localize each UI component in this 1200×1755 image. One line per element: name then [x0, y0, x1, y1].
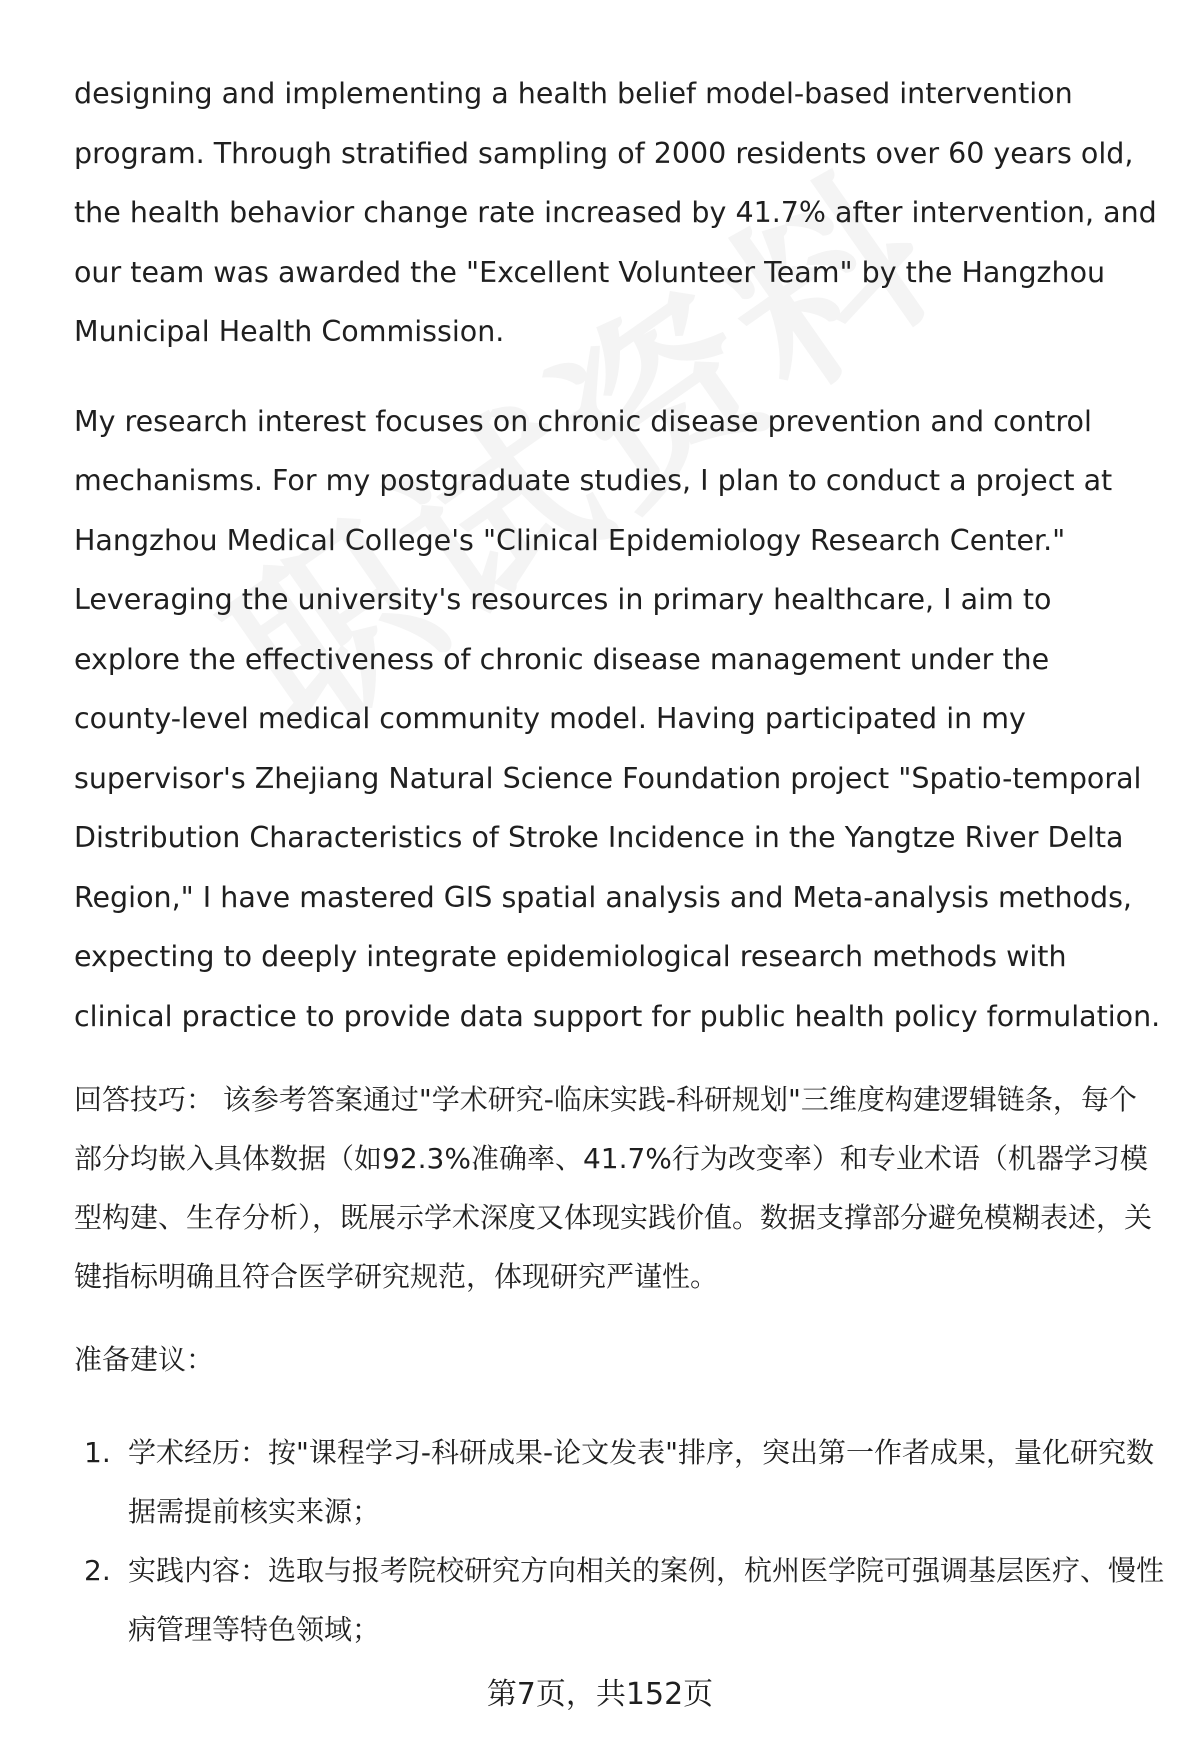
prep-heading: 准备建议：: [74, 1343, 215, 1376]
paragraph-research-interest: My research interest focuses on chronic disease prevention and control mechanisms. For my postgraduate studies, I plan to conduct a project at Hangzhou Medical College's "Clinical Epidemiology Research Center." Leveraging the university's resources in primary healthcare, I aim to explore the effectiveness of chronic disease management under the county-level medical community model. Having participated in my supervisor's Zhejiang Natural Science Foundation project "Spatio-temporal Distribution Characteristics of Stroke Incidence in the Yangtze River Delta Region," I have mastered GIS spatial analysis and Meta-analysis methods, expecting to deeply integrate epidemiological research methods with clinical practice to provide data support for public health policy formulation.: [74, 404, 1161, 1033]
answer-tips: 回答技巧： 该参考答案通过"学术研究-临床实践-科研规划"三维度构建逻辑链条，每个部分均嵌入具体数据（如92.3%准确率、41.7%行为改变率）和专业术语（机器学习模型构建、生存分析），既展示学术深度又体现实践价值。数据支撑部分避免模糊表述，关键指标明确且符合医学研究规范，体现研究严谨性。: [74, 1083, 1153, 1293]
list-item: [74, 1541, 1164, 1659]
page-number: 第7页，共152页: [486, 1677, 714, 1712]
list-number: 1.: [84, 1436, 111, 1469]
prep-list: [74, 1423, 1164, 1659]
list-text: 实践内容：选取与报考院校研究方向相关的案例，杭州医学院可强调基层医疗、慢性病管理等特色领域；: [128, 1554, 1165, 1646]
list-text: 学术经历：按"课程学习-科研成果-论文发表"排序，突出第一作者成果，量化研究数据需提前核实来源；: [128, 1436, 1154, 1528]
page-content: [74, 64, 1164, 1659]
list-number: 2.: [84, 1554, 111, 1587]
list-item: [74, 1423, 1164, 1541]
paragraph-intervention: designing and implementing a health belief model-based intervention program. Through stratified sampling of 2000 residents over 60 years old, the health behavior change rate increased by 41.7% after intervention, and our team was awarded the "Excellent Volunteer Team" by the Hangzhou Municipal Health Commission.: [74, 77, 1157, 348]
